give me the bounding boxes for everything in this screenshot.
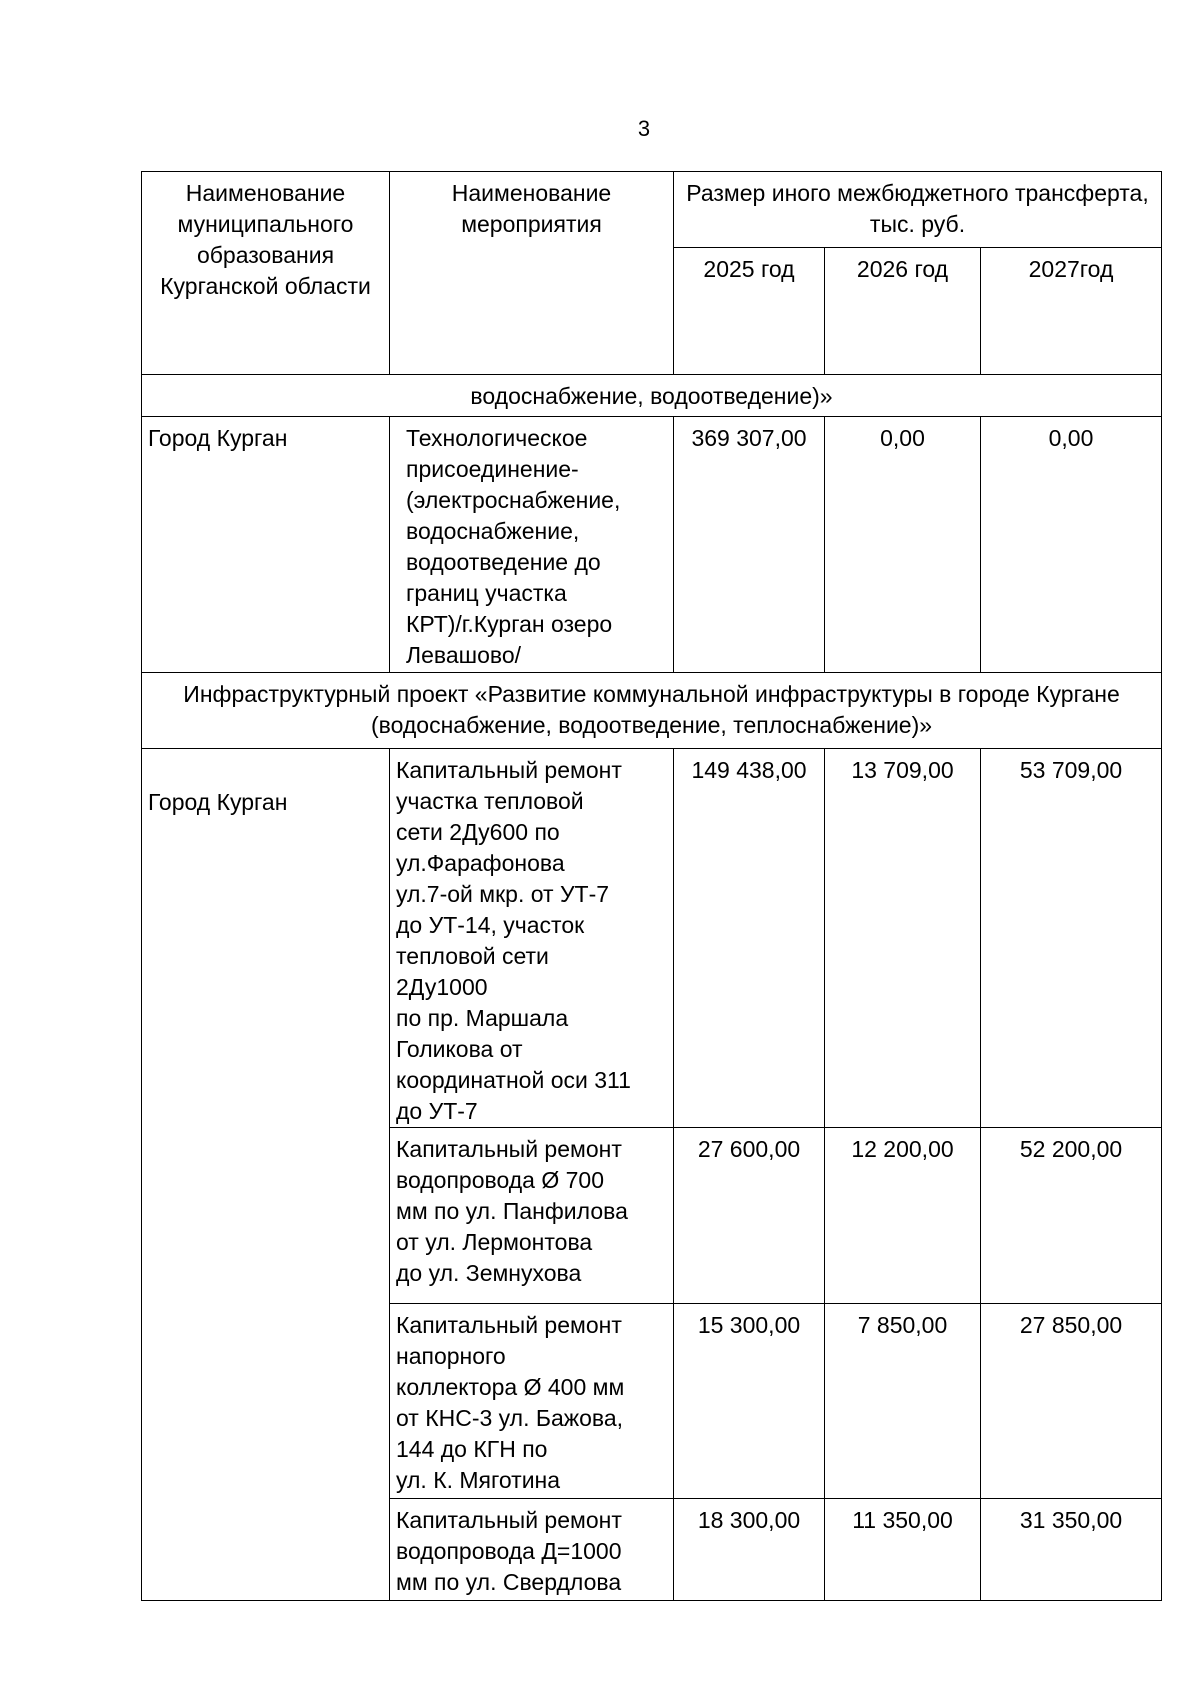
- table-row: [142, 749, 1162, 1128]
- table-row: [142, 417, 1162, 673]
- page-number: 3: [637, 116, 651, 141]
- value-2026: 13 709,00: [825, 749, 981, 1128]
- section-row: [142, 375, 1162, 417]
- header-row: [142, 172, 1162, 248]
- section-title: Инфраструктурный проект «Развитие коммунальной инфраструктуры в городе Кургане (водоснабжение, водоотведение, теплоснабжение)»: [142, 673, 1162, 749]
- value-2027: 52 200,00: [981, 1128, 1162, 1304]
- value-2026: 0,00: [825, 417, 981, 673]
- value-2026: 12 200,00: [825, 1128, 981, 1304]
- event-cell: Технологическое присоединение- (электроснабжение, водоснабжение, водоотведение до границ участка КРТ)/г.Курган озеро Левашово/: [390, 417, 674, 673]
- municipality-cell: Город Курган: [142, 749, 390, 1601]
- event-cell: Капитальный ремонт участка тепловой сети 2Ду600 по ул.Фарафонова ул.7-ой мкр. от УТ-7 до УТ-14, участок тепловой сети 2Ду1000 по пр. Маршала Голикова от координатной оси 311 до УТ-7: [390, 749, 674, 1128]
- header-event: Наименование мероприятия: [390, 172, 674, 375]
- header-transfer: Размер иного межбюджетного трансферта, тыс. руб.: [674, 172, 1162, 248]
- event-cell: Капитальный ремонт напорного коллектора Ø 400 мм от КНС-3 ул. Бажова, 144 до КГН по ул. К. Мяготина: [390, 1304, 674, 1499]
- value-2026: 7 850,00: [825, 1304, 981, 1499]
- value-2025: 15 300,00: [674, 1304, 825, 1499]
- municipality-cell: Город Курган: [142, 417, 390, 673]
- event-cell: Капитальный ремонт водопровода Ø 700 мм по ул. Панфилова от ул. Лермонтова до ул. Земнухова: [390, 1128, 674, 1304]
- value-2027: 53 709,00: [981, 749, 1162, 1128]
- header-municipality: Наименование муниципального образования Курганской области: [142, 172, 390, 375]
- value-2025: 149 438,00: [674, 749, 825, 1128]
- value-2026: 11 350,00: [825, 1499, 981, 1601]
- value-2027: 0,00: [981, 417, 1162, 673]
- section-row: [142, 673, 1162, 749]
- value-2025: 369 307,00: [674, 417, 825, 673]
- event-cell: Капитальный ремонт водопровода Д=1000 мм по ул. Свердлова: [390, 1499, 674, 1601]
- transfer-table: [141, 171, 1162, 1601]
- header-year-2027: 2027год: [981, 248, 1162, 375]
- value-2027: 31 350,00: [981, 1499, 1162, 1601]
- header-year-2026: 2026 год: [825, 248, 981, 375]
- header-year-2025: 2025 год: [674, 248, 825, 375]
- value-2025: 27 600,00: [674, 1128, 825, 1304]
- value-2025: 18 300,00: [674, 1499, 825, 1601]
- section-title: водоснабжение, водоотведение)»: [142, 375, 1162, 417]
- value-2027: 27 850,00: [981, 1304, 1162, 1499]
